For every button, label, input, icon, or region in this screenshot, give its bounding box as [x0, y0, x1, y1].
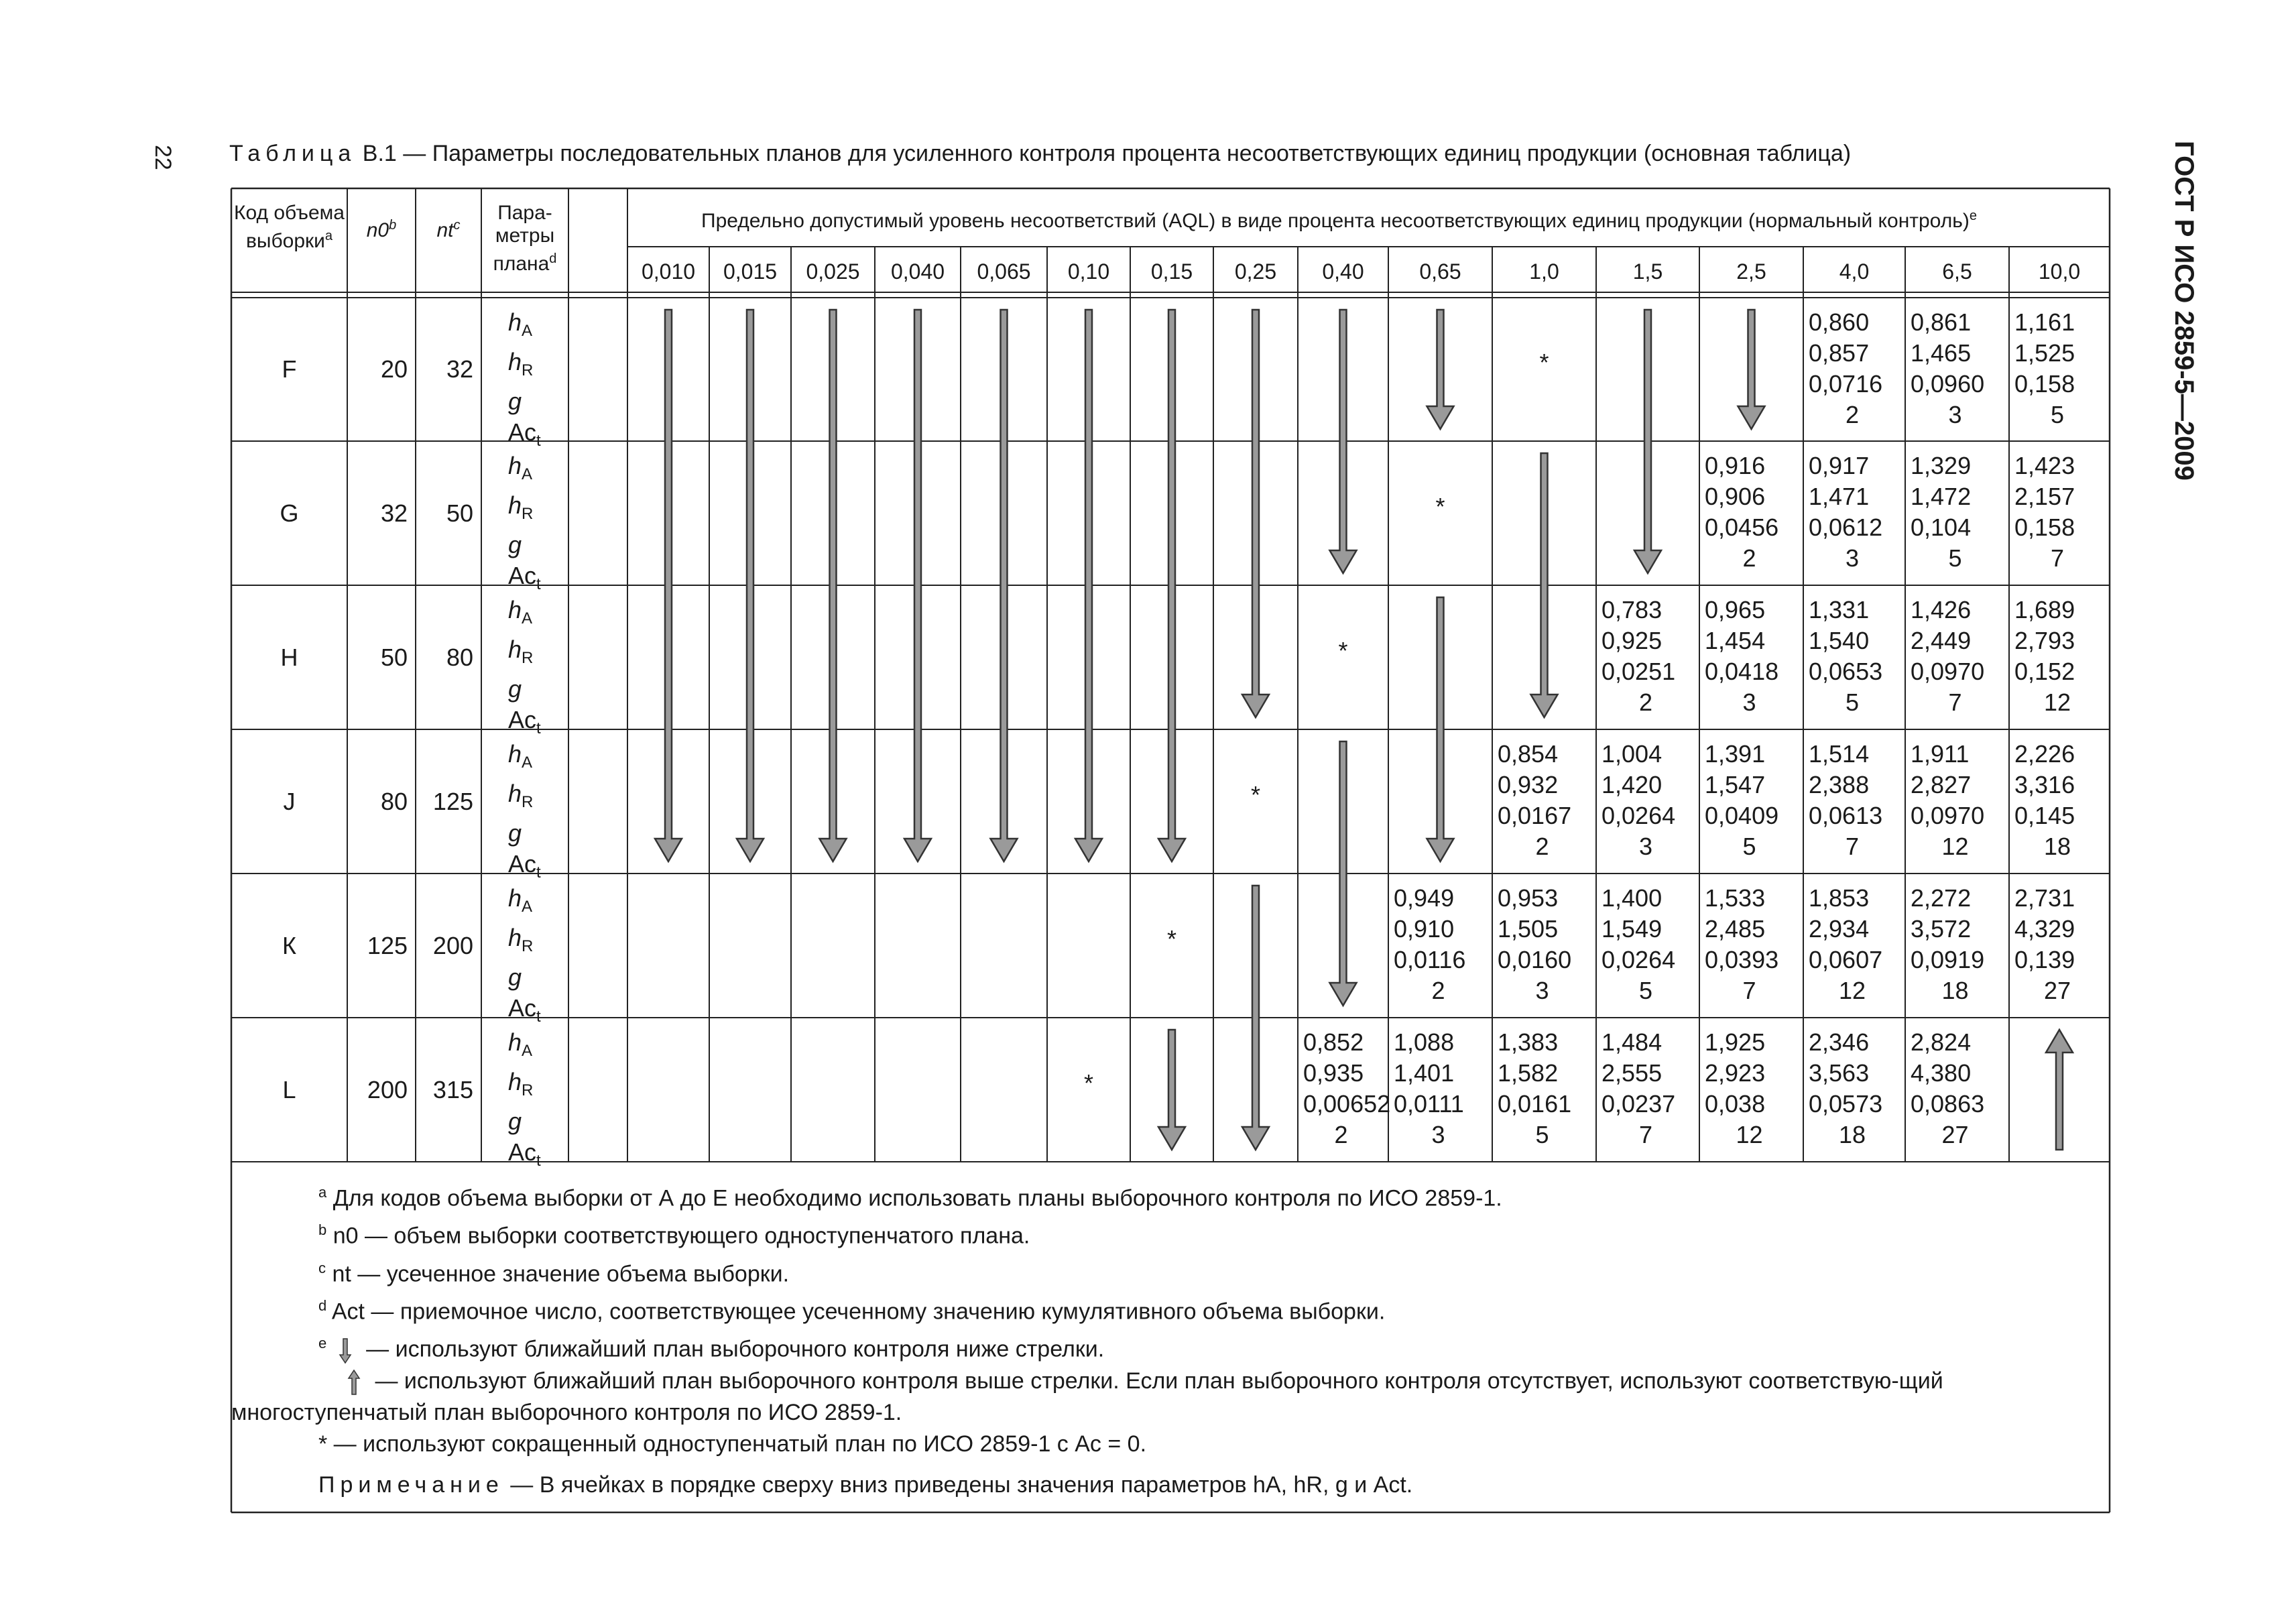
- value-cell: [1809, 883, 1904, 1018]
- header-nt-text: nt: [436, 219, 454, 241]
- row-n0: 50: [380, 643, 408, 671]
- header-n0-text: n0: [366, 219, 389, 241]
- param-value: 0,953: [1498, 884, 1559, 912]
- param-value: 18: [1838, 1121, 1866, 1148]
- param-value: 7: [1742, 977, 1756, 1004]
- param-value: 1,472: [1911, 483, 1972, 510]
- row-code: H: [280, 643, 298, 671]
- header-aql-value: 0,40: [1322, 259, 1364, 284]
- param-value: 0,852: [1303, 1028, 1364, 1056]
- param-value: 0,145: [2014, 802, 2075, 829]
- param-label: g: [508, 387, 522, 416]
- param-value: 0,0409: [1705, 802, 1779, 829]
- param-value: 27: [2043, 977, 2071, 1004]
- param-label: $h_A$: [508, 452, 533, 484]
- row-param-labels: [508, 307, 568, 450]
- param-value: 1,420: [1602, 771, 1663, 798]
- param-value: 0,0418: [1705, 658, 1779, 685]
- value-cell: [2014, 883, 2108, 1018]
- star-marker: *: [1435, 492, 1445, 520]
- param-value: 2,824: [1911, 1028, 1972, 1056]
- param-value: 18: [2043, 833, 2071, 860]
- param-value: 1,547: [1705, 771, 1766, 798]
- value-cell: [1911, 450, 2008, 585]
- param-value: 1,391: [1705, 740, 1766, 768]
- param-label: g: [508, 1107, 522, 1136]
- document-code: ГОСТ Р ИСО 2859-5—2009: [2169, 141, 2199, 481]
- param-value: 1,423: [2014, 452, 2075, 479]
- param-value: 0,0960: [1911, 370, 1985, 398]
- param-value: 0,0160: [1498, 946, 1572, 973]
- param-value: 1,465: [1911, 339, 1972, 367]
- star-marker: *: [1539, 349, 1549, 376]
- param-value: 0,0237: [1602, 1090, 1676, 1118]
- param-value: 2,934: [1809, 915, 1870, 943]
- row-nt: 80: [446, 643, 473, 671]
- param-value: 1,540: [1809, 627, 1870, 654]
- param-value: 1,331: [1809, 596, 1870, 623]
- row-nt: 50: [446, 499, 473, 527]
- footnote-marker: d: [549, 251, 557, 266]
- param-value: 1,514: [1809, 740, 1870, 768]
- header-n0: [347, 214, 416, 254]
- param-value: 0,0161: [1498, 1090, 1572, 1118]
- header-aql: [568, 204, 2110, 238]
- row-nt: 32: [446, 355, 473, 383]
- param-label: g: [508, 963, 522, 991]
- param-value: 1,484: [1602, 1028, 1663, 1056]
- row-n0: 20: [380, 355, 408, 383]
- row-param-labels: [508, 595, 568, 738]
- footnote-e-down: $^e$ — используют ближайший план выборочного контроля ниже стрелки.: [231, 1327, 2088, 1365]
- param-label: $h_A$: [508, 308, 533, 341]
- value-cell: [1809, 739, 1904, 874]
- param-label: $h_A$: [508, 1028, 533, 1061]
- param-value: 1,853: [1809, 884, 1870, 912]
- param-value: 0,0970: [1911, 658, 1985, 685]
- param-value: 0,0393: [1705, 946, 1779, 973]
- footnote-marker: c: [453, 218, 461, 233]
- param-value: 2: [1742, 544, 1756, 572]
- row-n0: 200: [367, 1075, 408, 1103]
- footnote-marker: a: [324, 229, 333, 243]
- row-code: G: [280, 499, 299, 527]
- param-label: $h_A$: [508, 740, 533, 772]
- value-cell: [1705, 450, 1802, 585]
- header-aql-value: 10,0: [2038, 259, 2081, 284]
- param-value: 2,731: [2014, 884, 2075, 912]
- footnotes: [231, 1177, 2088, 1501]
- param-value: 1,533: [1705, 884, 1766, 912]
- param-value: 0,0653: [1809, 658, 1883, 685]
- value-cell: [1498, 1027, 1595, 1162]
- header-code: [231, 202, 347, 296]
- value-cell: [2014, 450, 2108, 585]
- param-label: $Ac_t$: [508, 562, 541, 594]
- param-value: 0,0251: [1602, 658, 1676, 685]
- param-value: 0,857: [1809, 339, 1870, 367]
- param-value: 12: [1941, 833, 1969, 860]
- param-value: 2,226: [2014, 740, 2075, 768]
- value-cell: [1705, 1027, 1802, 1162]
- param-label: $Ac_t$: [508, 994, 541, 1026]
- header-nt: [416, 214, 481, 254]
- param-value: 1,549: [1602, 915, 1663, 943]
- header-aql-value: 0,25: [1234, 259, 1277, 284]
- param-value: 3: [1638, 833, 1653, 860]
- param-label: g: [508, 819, 522, 847]
- param-label: $h_R$: [508, 636, 534, 668]
- row-n0: 32: [380, 499, 408, 527]
- row-param-labels: [508, 1027, 568, 1170]
- value-cell: [1602, 1027, 1698, 1162]
- value-cell: [1602, 883, 1698, 1018]
- param-value: 12: [1838, 977, 1866, 1004]
- param-value: 0,104: [1911, 514, 1972, 541]
- param-value: 2,346: [1809, 1028, 1870, 1056]
- header-aql-value: 1,5: [1632, 259, 1663, 284]
- row-code: F: [282, 355, 297, 383]
- param-value: 5: [2050, 401, 2065, 428]
- value-cell: [1911, 883, 2008, 1018]
- down-arrow-icon: [339, 1337, 352, 1364]
- param-value: 0,925: [1602, 627, 1663, 654]
- footnote-e-up: — используют ближайший план выборочного контроля выше стрелки. Если план выборочного контроля отсутствует, используют соответствую-щий многоступенчатый план выборочного контроля по ИСО 2859-1.: [231, 1368, 1943, 1425]
- header-aql-value: 0,10: [1067, 259, 1110, 284]
- param-value: 1,471: [1809, 483, 1870, 510]
- header-code-text: Код объема выборки: [234, 202, 345, 252]
- param-value: 7: [1845, 833, 1860, 860]
- param-value: 1,925: [1705, 1028, 1766, 1056]
- param-value: 0,139: [2014, 946, 2075, 973]
- row-n0: 80: [380, 787, 408, 815]
- star-marker: *: [1083, 1069, 1093, 1097]
- param-value: 1,911: [1911, 740, 1970, 768]
- param-value: 5: [1948, 544, 1962, 572]
- param-value: 2: [1431, 977, 1445, 1004]
- param-value: 2: [1334, 1121, 1348, 1148]
- param-value: 0,917: [1809, 452, 1870, 479]
- param-value: 0,0573: [1809, 1090, 1883, 1118]
- param-value: 0,965: [1705, 596, 1766, 623]
- param-value: 0,0613: [1809, 802, 1883, 829]
- param-value: 1,689: [2014, 596, 2075, 623]
- param-label: $Ac_t$: [508, 1138, 541, 1170]
- header-params: [481, 202, 568, 296]
- value-cell: [1911, 307, 2008, 441]
- param-value: 3,316: [2014, 771, 2075, 798]
- up-arrow-icon: [347, 1369, 361, 1396]
- header-aql-value: 1,0: [1529, 259, 1559, 284]
- row-code: К: [282, 931, 296, 959]
- param-value: 0,158: [2014, 370, 2075, 398]
- param-value: 12: [1736, 1121, 1763, 1148]
- param-value: 7: [1638, 1121, 1653, 1148]
- param-label: g: [508, 675, 522, 703]
- param-value: 1,454: [1705, 627, 1766, 654]
- param-value: 5: [1742, 833, 1756, 860]
- param-label: $Ac_t$: [508, 850, 541, 882]
- page-number: 22: [150, 145, 176, 170]
- table-title-text: В.1 — Параметры последовательных планов для усиленного контроля процента несоответствующих единиц продукции (основная таблица): [362, 141, 1852, 166]
- param-value: 0,0116: [1394, 946, 1466, 973]
- param-value: 1,400: [1602, 884, 1663, 912]
- param-value: 2,485: [1705, 915, 1766, 943]
- param-value: 2,272: [1911, 884, 1972, 912]
- header-aql-value: 6,5: [1942, 259, 1972, 284]
- param-value: 7: [1948, 688, 1962, 716]
- param-value: 0,0264: [1602, 802, 1676, 829]
- value-cell: [1911, 1027, 2008, 1162]
- row-param-labels: [508, 739, 568, 882]
- param-value: 0,949: [1394, 884, 1455, 912]
- footnote-marker: e: [1969, 208, 1977, 223]
- param-value: 2: [1845, 401, 1860, 428]
- param-value: 0,0863: [1911, 1090, 1985, 1118]
- value-cell: [1809, 595, 1904, 729]
- header-aql-text: Предельно допустимый уровень несоответствий (AQL) в виде процента несоответствующих единиц продукции (нормальный контроль): [701, 210, 1970, 232]
- value-cell: [2014, 739, 2108, 874]
- param-value: 0,906: [1705, 483, 1766, 510]
- footnote-b: $^b$ n0 — объем выборки соответствующего одноступенчатого плана.: [318, 1221, 1030, 1249]
- param-value: 27: [1941, 1121, 1969, 1148]
- param-value: 0,0456: [1705, 514, 1779, 541]
- param-value: 3,572: [1911, 915, 1972, 943]
- param-value: 0,910: [1394, 915, 1455, 943]
- star-marker: *: [1166, 924, 1176, 953]
- param-label: $h_R$: [508, 924, 534, 956]
- param-label: $h_R$: [508, 348, 534, 380]
- param-label: $Ac_t$: [508, 418, 541, 450]
- value-cell: [1911, 739, 2008, 874]
- value-cell: [1394, 883, 1491, 1018]
- param-label: $h_R$: [508, 491, 534, 524]
- value-cell: [1705, 595, 1802, 729]
- value-cell: [2014, 307, 2108, 441]
- row-code: J: [283, 787, 296, 815]
- param-value: 0,00652: [1303, 1090, 1391, 1118]
- header-aql-value: 0,15: [1150, 259, 1193, 284]
- table-title-label: Таблица: [229, 141, 357, 166]
- value-cell: [1809, 450, 1904, 585]
- param-value: 0,0607: [1809, 946, 1883, 973]
- param-value: 1,582: [1498, 1059, 1559, 1087]
- param-value: 0,038: [1705, 1090, 1766, 1118]
- param-value: 2,157: [2014, 483, 2075, 510]
- param-value: 2,827: [1911, 771, 1972, 798]
- param-value: 3: [1742, 688, 1756, 716]
- value-cell: [1602, 595, 1698, 729]
- param-value: 0,0716: [1809, 370, 1883, 398]
- param-value: 0,783: [1602, 596, 1663, 623]
- param-value: 3: [1431, 1121, 1445, 1148]
- param-value: 2,555: [1602, 1059, 1663, 1087]
- param-label: $h_R$: [508, 780, 534, 812]
- value-cell: [1498, 883, 1595, 1018]
- param-value: 2,793: [2014, 627, 2075, 654]
- param-value: 3: [1535, 977, 1549, 1004]
- param-value: 2,388: [1809, 771, 1870, 798]
- param-value: 1,161: [2014, 308, 2075, 336]
- footnote-marker: b: [389, 218, 397, 233]
- param-value: 4,329: [2014, 915, 2075, 943]
- param-value: 0,935: [1303, 1059, 1364, 1087]
- header-aql-value: 4,0: [1839, 259, 1870, 284]
- param-value: 0,0919: [1911, 946, 1985, 973]
- value-cell: [1498, 739, 1595, 874]
- param-value: 0,854: [1498, 740, 1559, 768]
- param-value: 0,152: [2014, 658, 2075, 685]
- param-value: 2: [1638, 688, 1653, 716]
- row-n0: 125: [367, 931, 408, 959]
- param-label: g: [508, 531, 522, 559]
- value-cell: [1705, 739, 1802, 874]
- param-value: 2,923: [1705, 1059, 1766, 1087]
- param-value: 3: [1948, 401, 1962, 428]
- param-value: 2,449: [1911, 627, 1972, 654]
- table-note: Примечание — В ячейках в порядке сверху вниз приведены значения параметров hA, hR, g и Act.: [318, 1471, 1413, 1498]
- param-value: 4,380: [1911, 1059, 1972, 1087]
- param-value: 5: [1845, 688, 1860, 716]
- row-nt: 200: [432, 931, 473, 959]
- footnote-star: * — используют сокращенный одноступенчатый план по ИСО 2859-1 с Ас = 0.: [318, 1431, 1147, 1457]
- header-aql-value: 0,025: [806, 259, 860, 284]
- param-label: $h_A$: [508, 884, 533, 916]
- param-value: 1,004: [1602, 740, 1663, 768]
- header-aql-value: 0,65: [1419, 259, 1461, 284]
- param-value: 1,329: [1911, 452, 1972, 479]
- row-code: L: [282, 1075, 296, 1103]
- param-value: 1,401: [1394, 1059, 1455, 1087]
- param-value: 0,861: [1911, 308, 1972, 336]
- value-cell: [1809, 1027, 1904, 1162]
- param-value: 2: [1535, 833, 1549, 860]
- param-value: 0,0264: [1602, 946, 1676, 973]
- param-label: $h_A$: [508, 596, 533, 628]
- value-cell: [1303, 1027, 1391, 1162]
- star-marker: *: [1338, 636, 1348, 664]
- param-value: 18: [1941, 977, 1969, 1004]
- param-value: 0,860: [1809, 308, 1870, 336]
- row-param-labels: [508, 450, 568, 594]
- value-cell: [1911, 595, 2008, 729]
- param-value: 0,916: [1705, 452, 1766, 479]
- param-value: 0,0970: [1911, 802, 1985, 829]
- value-cell: [2014, 595, 2108, 729]
- row-param-labels: [508, 883, 568, 1026]
- param-value: 1,383: [1498, 1028, 1559, 1056]
- value-cell: [1394, 1027, 1491, 1162]
- param-value: 0,932: [1498, 771, 1559, 798]
- param-value: 7: [2050, 544, 2065, 572]
- param-label: $Ac_t$: [508, 706, 541, 738]
- header-params-text: Пара-метры плана: [493, 202, 555, 275]
- star-marker: *: [1250, 780, 1260, 808]
- param-label: $h_R$: [508, 1068, 534, 1100]
- header-aql-value: 0,040: [890, 259, 945, 284]
- param-value: 0,0167: [1498, 802, 1572, 829]
- param-value: 3,563: [1809, 1059, 1870, 1087]
- header-aql-value: 0,065: [977, 259, 1031, 284]
- header-aql-value: 0,010: [641, 259, 696, 284]
- footnote-a: $^a$ Для кодов объема выборки от А до Е необходимо использовать планы выборочного контроля по ИСО 2859-1.: [318, 1184, 1502, 1211]
- param-value: 1,525: [2014, 339, 2075, 367]
- param-value: 1,088: [1394, 1028, 1455, 1056]
- header-aql-value: 2,5: [1736, 259, 1766, 284]
- value-cell: [1809, 307, 1904, 441]
- param-value: 0,0612: [1809, 514, 1883, 541]
- param-value: 1,426: [1911, 596, 1972, 623]
- param-value: 0,0111: [1394, 1090, 1464, 1118]
- param-value: 5: [1638, 977, 1653, 1004]
- param-value: 3: [1845, 544, 1860, 572]
- row-nt: 125: [432, 787, 473, 815]
- param-value: 12: [2043, 688, 2071, 716]
- header-aql-value: 0,015: [723, 259, 778, 284]
- value-cell: [1602, 739, 1698, 874]
- param-value: 1,505: [1498, 915, 1559, 943]
- param-value: 5: [1535, 1121, 1549, 1148]
- param-value: 0,158: [2014, 514, 2075, 541]
- footnote-d: $^d$ Act — приемочное число, соответствующее усеченному значению кумулятивного объема выборки.: [318, 1297, 1386, 1325]
- row-nt: 315: [432, 1075, 473, 1103]
- footnote-c: $^c$ nt — усеченное значение объема выборки.: [318, 1259, 790, 1286]
- value-cell: [1705, 883, 1802, 1018]
